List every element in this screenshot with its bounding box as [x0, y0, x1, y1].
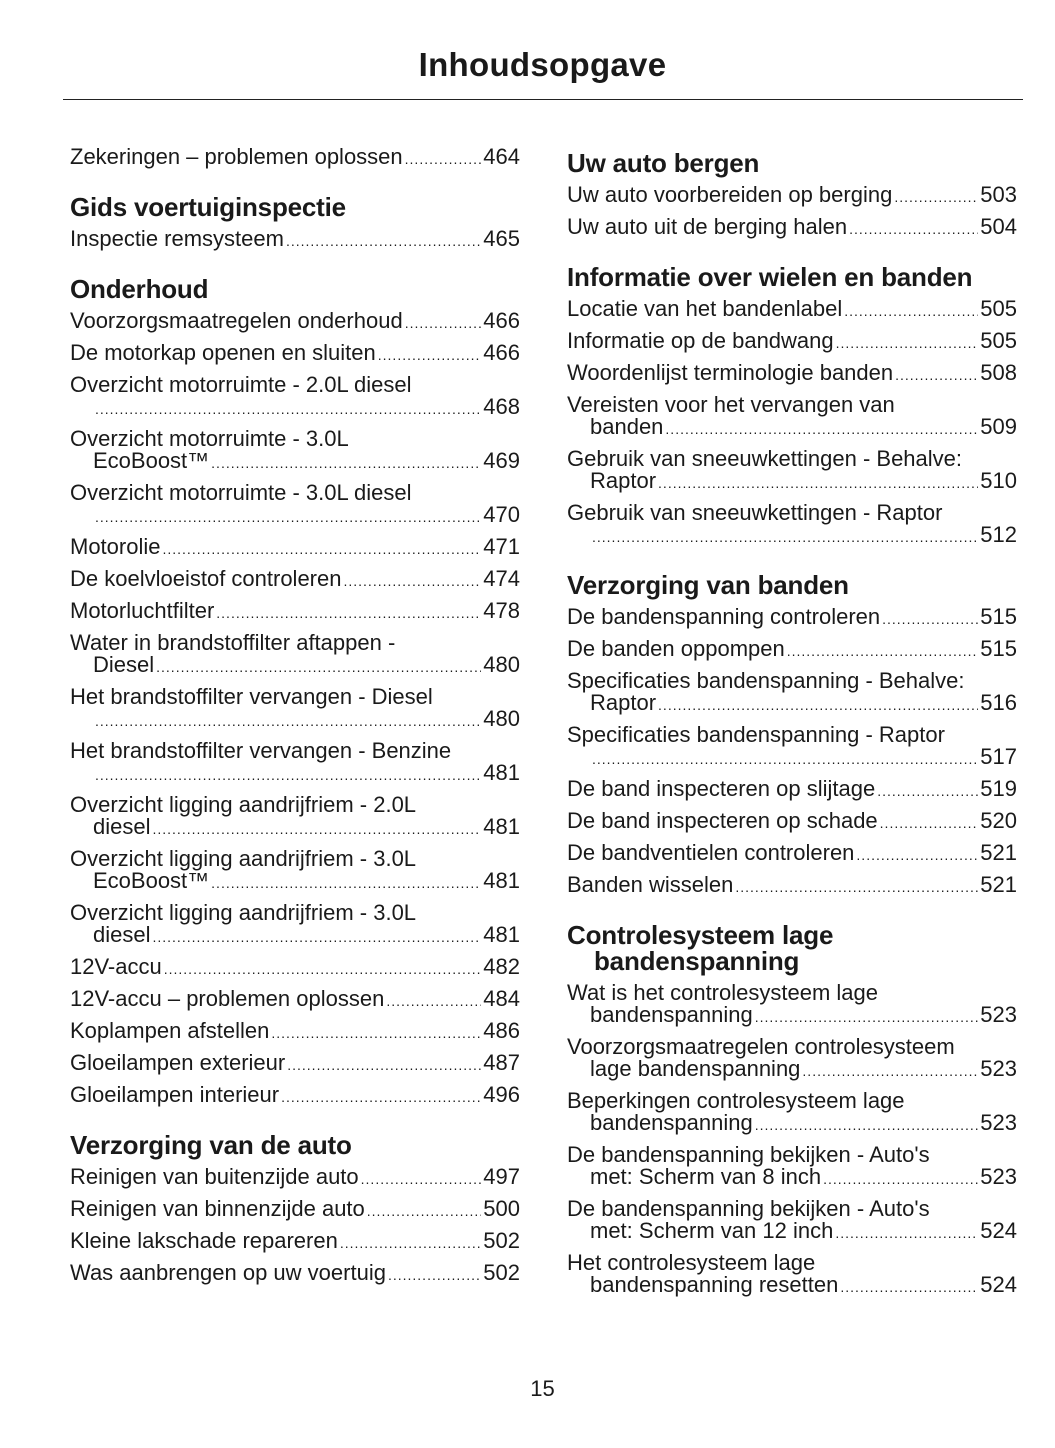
entry-title: Informatie op de bandwang — [567, 328, 834, 353]
entry-title-line — [567, 394, 1017, 416]
section-heading: Controlesysteem lage bandenspanning — [567, 920, 834, 976]
entry-page-number: 504 — [980, 214, 1017, 239]
toc-entry[interactable] — [70, 988, 520, 1012]
toc-entry[interactable] — [70, 568, 520, 592]
entry-line — [70, 1230, 520, 1254]
leader-dots — [856, 844, 978, 866]
entry-line — [567, 810, 1017, 834]
entry-title: Locatie van het bandenlabel — [567, 296, 843, 321]
entry-title: Woordenlijst terminologie banden — [567, 360, 894, 385]
entry-page-number: 487 — [483, 1050, 520, 1075]
entry-title-line — [70, 740, 520, 762]
entry-line — [567, 216, 1017, 240]
entry-title-continuation: met: Scherm van 12 inch — [590, 1218, 834, 1243]
entry-page-number: 509 — [980, 414, 1017, 439]
leader-dots — [405, 312, 482, 334]
toc-entry[interactable] — [70, 374, 520, 420]
leader-dots — [340, 1232, 481, 1254]
leader-dots — [152, 818, 481, 840]
entry-page-number: 480 — [483, 706, 520, 731]
entry-page-number: 503 — [980, 182, 1017, 207]
entry-title-continuation: EcoBoost™ — [93, 868, 210, 893]
toc-entry[interactable] — [567, 842, 1017, 866]
leader-dots — [287, 1054, 481, 1076]
entry-page-line — [70, 924, 520, 948]
entry-line — [70, 1198, 520, 1222]
entry-title-line — [567, 1090, 1017, 1112]
entry-line — [567, 874, 1017, 898]
entry-line — [70, 228, 520, 252]
entry-title-continuation: Raptor — [590, 690, 657, 715]
entry-title: Het brandstoffilter vervangen - Benzine — [70, 738, 452, 763]
entry-page-line — [567, 470, 1017, 494]
leader-dots — [823, 1168, 978, 1190]
entry-page-number: 512 — [980, 522, 1017, 547]
toc-entry[interactable] — [567, 778, 1017, 802]
entry-title: De banden oppompen — [567, 636, 785, 661]
entry-title-line — [70, 374, 520, 396]
entry-title: Overzicht ligging aandrijfriem - 2.0L — [70, 792, 417, 817]
entry-page-number: 481 — [483, 814, 520, 839]
toc-entry[interactable] — [70, 686, 520, 732]
toc-entry[interactable] — [567, 1252, 1017, 1298]
entry-page-number: 469 — [483, 448, 520, 473]
entry-title-continuation: diesel — [93, 922, 151, 947]
entry-page-number: 515 — [980, 604, 1017, 629]
leader-dots — [882, 608, 978, 630]
entry-line — [70, 1166, 520, 1190]
entry-title-line — [567, 1252, 1017, 1274]
toc-entry[interactable] — [70, 428, 520, 474]
entry-title: De band inspecteren op schade — [567, 808, 878, 833]
toc-entry[interactable] — [70, 902, 520, 948]
entry-title: Was aanbrengen op uw voertuig — [70, 1260, 386, 1285]
section-heading: Verzorging van de auto — [70, 1130, 352, 1160]
leader-dots — [367, 1200, 482, 1222]
toc-entry[interactable] — [567, 184, 1017, 208]
entry-page-number: 510 — [980, 468, 1017, 493]
entry-page-number: 471 — [483, 534, 520, 559]
entry-title-line — [70, 848, 520, 870]
entry-page-number: 508 — [980, 360, 1017, 385]
entry-title: 12V-accu — [70, 954, 162, 979]
toc-entry[interactable] — [567, 330, 1017, 354]
entry-title: Voorzorgsmaatregelen onderhoud — [70, 308, 403, 333]
entry-page-line — [70, 654, 520, 678]
toc-entry[interactable] — [70, 146, 520, 170]
leader-dots — [343, 570, 481, 592]
entry-title: Reinigen van buitenzijde auto — [70, 1164, 359, 1189]
entry-title: Kleine lakschade repareren — [70, 1228, 338, 1253]
leader-dots — [216, 602, 481, 624]
toc-entry[interactable] — [567, 448, 1017, 494]
entry-title-line — [70, 632, 520, 654]
entry-line — [567, 362, 1017, 386]
toc-entry[interactable] — [567, 216, 1017, 240]
entry-line — [70, 988, 520, 1012]
toc-entry[interactable] — [567, 724, 1017, 770]
entry-title-continuation: met: Scherm van 8 inch — [590, 1164, 822, 1189]
leader-dots — [787, 640, 979, 662]
toc-entry[interactable] — [567, 1198, 1017, 1244]
entry-title-continuation: banden — [590, 414, 664, 439]
entry-page-number: 497 — [483, 1164, 520, 1189]
entry-title-line — [70, 902, 520, 924]
entry-page-line — [70, 396, 520, 420]
leader-dots — [95, 710, 481, 732]
entry-page-number: 480 — [483, 652, 520, 677]
entry-title: De bandventielen controleren — [567, 840, 855, 865]
entry-page-line — [567, 1112, 1017, 1136]
entry-title: Reinigen van binnenzijde auto — [70, 1196, 365, 1221]
entry-title-line — [567, 724, 1017, 746]
entry-page-line — [567, 692, 1017, 716]
leader-dots — [164, 958, 482, 980]
entry-line — [567, 298, 1017, 322]
entry-page-number: 500 — [483, 1196, 520, 1221]
entry-page-number: 496 — [483, 1082, 520, 1107]
leader-dots — [388, 1264, 481, 1286]
entry-title: De band inspecteren op slijtage — [567, 776, 876, 801]
entry-title: Gebruik van sneeuwkettingen - Raptor — [567, 500, 943, 525]
entry-title: De motorkap openen en sluiten — [70, 340, 376, 365]
page-title: Inhoudsopgave — [418, 46, 667, 83]
leader-dots — [835, 1222, 978, 1244]
entry-page-number: 484 — [483, 986, 520, 1011]
entry-line — [70, 146, 520, 170]
entry-title: Overzicht ligging aandrijfriem - 3.0L — [70, 900, 417, 925]
toc-entry[interactable] — [70, 536, 520, 560]
entry-page-line — [567, 416, 1017, 440]
entry-page-number: 505 — [980, 328, 1017, 353]
entry-title-line — [567, 982, 1017, 1004]
entry-title-line — [70, 794, 520, 816]
entry-title: De bandenspanning bekijken - Auto's — [567, 1142, 930, 1167]
entry-page-line — [567, 1058, 1017, 1082]
entry-page-number: 466 — [483, 340, 520, 365]
section-heading: Uw auto bergen — [567, 148, 760, 178]
entry-page-line — [70, 450, 520, 474]
leader-dots — [877, 780, 978, 802]
entry-title-continuation: Raptor — [590, 468, 657, 493]
entry-page-number: 486 — [483, 1018, 520, 1043]
leader-dots — [95, 506, 481, 528]
entry-page-number: 524 — [980, 1218, 1017, 1243]
entry-title: Beperkingen controlesysteem lage — [567, 1088, 905, 1113]
leader-dots — [156, 656, 481, 678]
toc-entry[interactable] — [567, 362, 1017, 386]
entry-page-line — [567, 1274, 1017, 1298]
leader-dots — [840, 1276, 978, 1298]
entry-title: Overzicht motorruimte - 2.0L diesel — [70, 372, 412, 397]
entry-line — [567, 638, 1017, 662]
entry-title-continuation: bandenspanning resetten — [590, 1272, 839, 1297]
entry-page-number: 515 — [980, 636, 1017, 661]
toc-entry[interactable] — [567, 810, 1017, 834]
toc-entry[interactable] — [567, 394, 1017, 440]
entry-title: Het brandstoffilter vervangen - Diesel — [70, 684, 433, 709]
entry-title: Zekeringen – problemen oplossen — [70, 144, 403, 169]
entry-title: Inspectie remsysteem — [70, 226, 284, 251]
entry-line — [70, 1262, 520, 1286]
section-heading: Verzorging van banden — [567, 570, 849, 600]
entry-page-number: 478 — [483, 598, 520, 623]
leader-dots — [665, 418, 978, 440]
toc-entry[interactable] — [70, 1262, 520, 1286]
entry-title: Specificaties bandenspanning - Behalve: — [567, 668, 965, 693]
entry-title-continuation: lage bandenspanning — [590, 1056, 801, 1081]
entry-title: Water in brandstoffilter aftappen - — [70, 630, 396, 655]
entry-page-number: 505 — [980, 296, 1017, 321]
entry-title: Overzicht motorruimte - 3.0L — [70, 426, 349, 451]
entry-page-number: 481 — [483, 922, 520, 947]
entry-page-number: 465 — [483, 226, 520, 251]
leader-dots — [95, 398, 481, 420]
entry-line — [70, 600, 520, 624]
entry-title-line — [70, 686, 520, 708]
entry-title: Uw auto voorbereiden op berging — [567, 182, 893, 207]
leader-dots — [836, 332, 979, 354]
toc-entry[interactable] — [567, 638, 1017, 662]
entry-title: Het controlesysteem lage — [567, 1250, 816, 1275]
toc-left-column — [70, 146, 520, 1294]
entry-title-continuation: bandenspanning — [590, 1110, 753, 1135]
entry-title: Motorolie — [70, 534, 161, 559]
entry-page-line — [567, 1220, 1017, 1244]
entry-page-number: 502 — [483, 1228, 520, 1253]
entry-page-number: 521 — [980, 872, 1017, 897]
entry-page-line — [70, 870, 520, 894]
leader-dots — [592, 526, 978, 548]
entry-title-line — [567, 1144, 1017, 1166]
toc-entry[interactable] — [70, 740, 520, 786]
toc-entry[interactable] — [70, 482, 520, 528]
entry-title-line — [567, 448, 1017, 470]
entry-title: Gebruik van sneeuwkettingen - Behalve: — [567, 446, 963, 471]
toc-entry[interactable] — [70, 600, 520, 624]
entry-title: Gloeilampen exterieur — [70, 1050, 286, 1075]
entry-page-number: 523 — [980, 1164, 1017, 1189]
toc-entry[interactable] — [567, 298, 1017, 322]
entry-line — [70, 568, 520, 592]
entry-title-continuation: diesel — [93, 814, 151, 839]
toc-entry[interactable] — [567, 874, 1017, 898]
toc-entry[interactable] — [567, 670, 1017, 716]
entry-page-number: 481 — [483, 868, 520, 893]
entry-title: Gloeilampen interieur — [70, 1082, 280, 1107]
entry-title-line — [70, 428, 520, 450]
toc-entry[interactable] — [70, 1166, 520, 1190]
entry-title: Specificaties bandenspanning - Raptor — [567, 722, 945, 747]
entry-title: 12V-accu – problemen oplossen — [70, 986, 385, 1011]
leader-dots — [271, 1022, 481, 1044]
leader-dots — [755, 1006, 979, 1028]
entry-line — [70, 1020, 520, 1044]
entry-page-number: 521 — [980, 840, 1017, 865]
entry-line — [70, 342, 520, 366]
leader-dots — [152, 926, 481, 948]
entry-line — [567, 778, 1017, 802]
entry-title: Wat is het controlesysteem lage — [567, 980, 878, 1005]
leader-dots — [378, 344, 482, 366]
entry-title-line — [70, 482, 520, 504]
leader-dots — [849, 218, 978, 240]
entry-page-line — [70, 504, 520, 528]
entry-title-continuation: EcoBoost™ — [93, 448, 210, 473]
entry-page-number: 464 — [483, 144, 520, 169]
entry-page-number: 468 — [483, 394, 520, 419]
leader-dots — [281, 1086, 481, 1108]
toc-entry[interactable] — [70, 1230, 520, 1254]
entry-line — [70, 1052, 520, 1076]
toc-entry[interactable] — [70, 1198, 520, 1222]
toc-entry[interactable] — [70, 1020, 520, 1044]
leader-dots — [211, 872, 481, 894]
leader-dots — [880, 812, 979, 834]
entry-line — [567, 330, 1017, 354]
toc-entry[interactable] — [70, 848, 520, 894]
leader-dots — [405, 148, 482, 170]
entry-line — [70, 310, 520, 334]
entry-page-line — [70, 708, 520, 732]
entry-page-number: 470 — [483, 502, 520, 527]
leader-dots — [802, 1060, 978, 1082]
toc-entry[interactable] — [567, 1036, 1017, 1082]
toc-entry[interactable] — [70, 228, 520, 252]
entry-title: Vereisten voor het vervangen van — [567, 392, 895, 417]
entry-page-line — [567, 524, 1017, 548]
toc-right-column — [567, 146, 1017, 1306]
toc-entry[interactable] — [567, 1090, 1017, 1136]
toc-entry[interactable] — [70, 1052, 520, 1076]
entry-title: Banden wisselen — [567, 872, 734, 897]
entry-line — [567, 184, 1017, 208]
toc-entry[interactable] — [567, 502, 1017, 548]
entry-title: De bandenspanning controleren — [567, 604, 881, 629]
entry-line — [70, 536, 520, 560]
toc-entry[interactable] — [70, 1084, 520, 1108]
toc-entry[interactable] — [567, 1144, 1017, 1190]
entry-page-number: 474 — [483, 566, 520, 591]
leader-dots — [844, 300, 978, 322]
leader-dots — [286, 230, 481, 252]
entry-line — [70, 956, 520, 980]
entry-title: De koelvloeistof controleren — [70, 566, 342, 591]
leader-dots — [95, 764, 481, 786]
entry-title-line — [567, 1198, 1017, 1220]
section-heading: Informatie over wielen en banden — [567, 262, 973, 292]
entry-page-number: 502 — [483, 1260, 520, 1285]
entry-page-line — [70, 816, 520, 840]
entry-page-number: 482 — [483, 954, 520, 979]
page-number: 15 — [530, 1376, 555, 1401]
title-divider — [63, 99, 1023, 100]
entry-title-continuation: Diesel — [93, 652, 155, 677]
entry-page-number: 481 — [483, 760, 520, 785]
entry-page-line — [567, 1004, 1017, 1028]
leader-dots — [162, 538, 481, 560]
leader-dots — [386, 990, 481, 1012]
entry-title: Voorzorgsmaatregelen controlesysteem — [567, 1034, 955, 1059]
entry-title: Overzicht ligging aandrijfriem - 3.0L — [70, 846, 417, 871]
toc-entry[interactable] — [70, 310, 520, 334]
toc-entry[interactable] — [567, 606, 1017, 630]
entry-page-number: 516 — [980, 690, 1017, 715]
toc-entry[interactable] — [70, 632, 520, 678]
entry-title: De bandenspanning bekijken - Auto's — [567, 1196, 930, 1221]
entry-title: Uw auto uit de berging halen — [567, 214, 848, 239]
entry-page-number: 520 — [980, 808, 1017, 833]
leader-dots — [211, 452, 481, 474]
entry-page-number: 523 — [980, 1056, 1017, 1081]
entry-page-line — [70, 762, 520, 786]
entry-title: Motorluchtfilter — [70, 598, 215, 623]
toc-entry[interactable] — [567, 982, 1017, 1028]
entry-page-number: 519 — [980, 776, 1017, 801]
leader-dots — [735, 876, 978, 898]
entry-line — [567, 842, 1017, 866]
entry-title-line — [567, 670, 1017, 692]
entry-title-continuation: bandenspanning — [590, 1002, 753, 1027]
section-heading: Gids voertuiginspectie — [70, 192, 346, 222]
entry-line — [70, 1084, 520, 1108]
entry-title: Koplampen afstellen — [70, 1018, 270, 1043]
leader-dots — [895, 364, 978, 386]
leader-dots — [658, 472, 978, 494]
section-heading: Onderhoud — [70, 274, 209, 304]
entry-page-number: 466 — [483, 308, 520, 333]
leader-dots — [361, 1168, 482, 1190]
leader-dots — [894, 186, 978, 208]
entry-line — [567, 606, 1017, 630]
leader-dots — [658, 694, 978, 716]
toc-entry[interactable] — [70, 956, 520, 980]
entry-page-number: 524 — [980, 1272, 1017, 1297]
entry-page-line — [567, 1166, 1017, 1190]
entry-page-line — [567, 746, 1017, 770]
entry-title-line — [567, 1036, 1017, 1058]
entry-title-line — [567, 502, 1017, 524]
toc-entry[interactable] — [70, 342, 520, 366]
entry-page-number: 523 — [980, 1002, 1017, 1027]
entry-page-number: 523 — [980, 1110, 1017, 1135]
toc-entry[interactable] — [70, 794, 520, 840]
leader-dots — [755, 1114, 979, 1136]
entry-page-number: 517 — [980, 744, 1017, 769]
entry-title: Overzicht motorruimte - 3.0L diesel — [70, 480, 412, 505]
leader-dots — [592, 748, 978, 770]
